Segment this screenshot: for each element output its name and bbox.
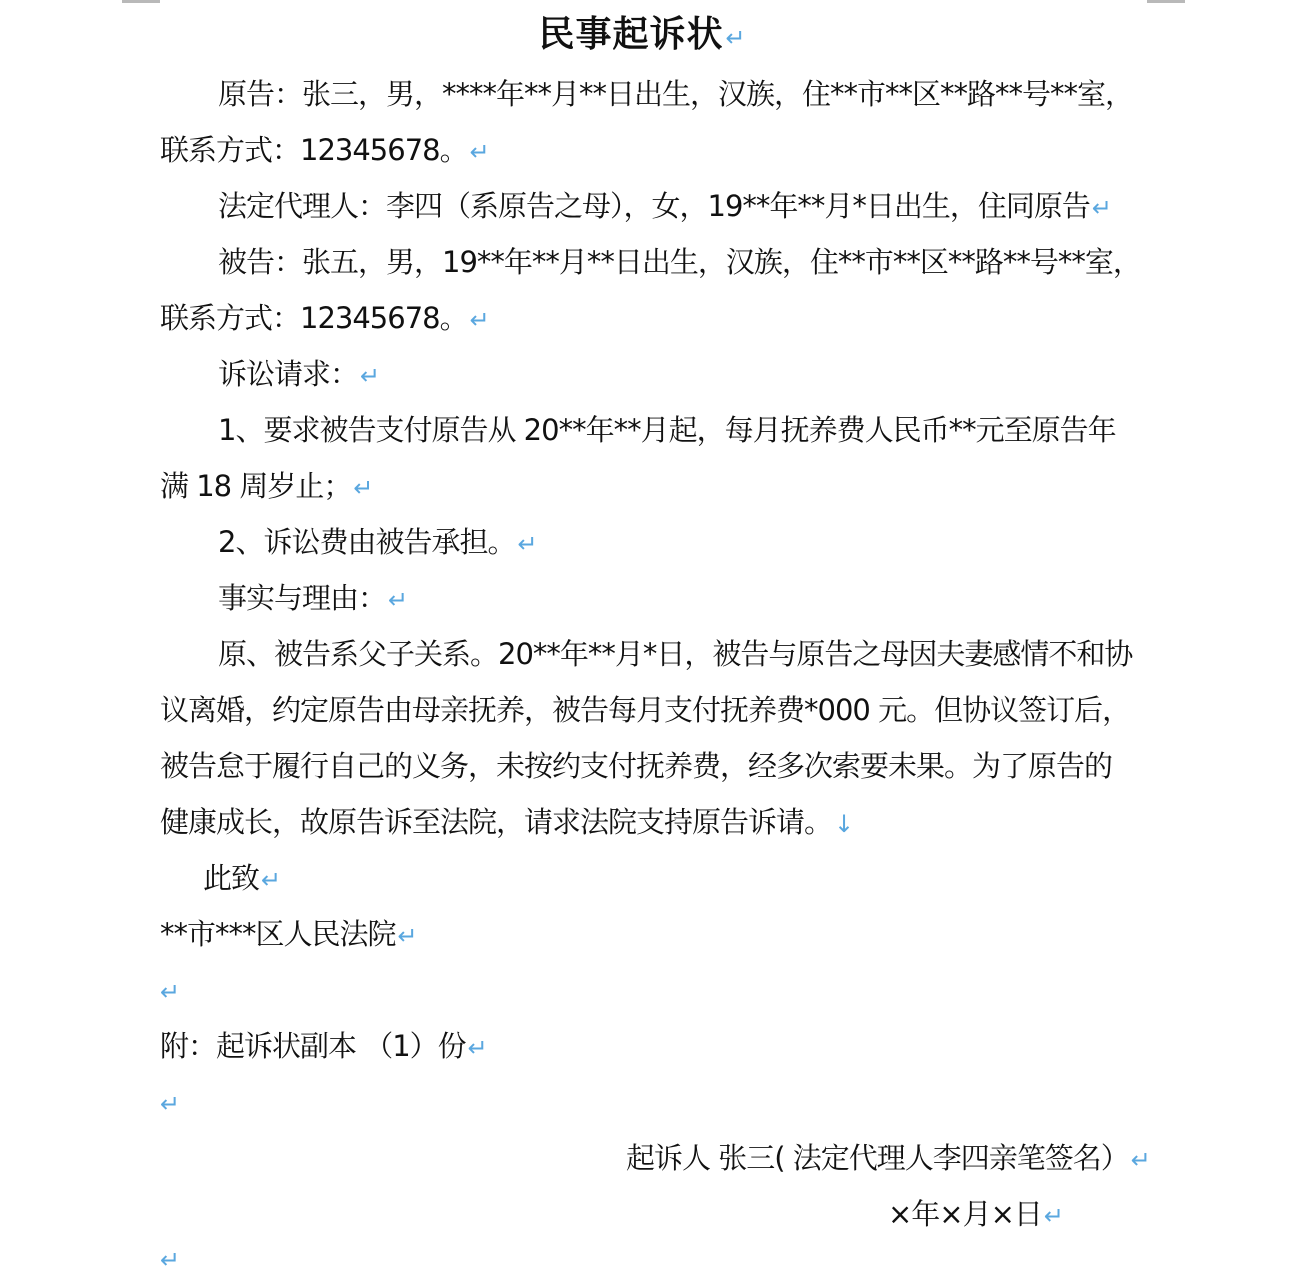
paragraph-mark-icon: ↵ xyxy=(388,586,408,614)
paragraph-mark-icon: ↵ xyxy=(160,978,180,1006)
paragraph-mark-icon: ↵ xyxy=(725,24,747,52)
facts-line-4: 健康成长，故原告诉至法院，请求法院支持原告诉请。 xyxy=(160,805,833,839)
facts-heading xyxy=(160,570,1125,628)
plaintiff-line-1: 原告：张三，男，****年**月**日出生，汉族，住**市**区**路**号**室， xyxy=(218,77,1134,111)
plaintiff-paragraph-cont xyxy=(160,122,1125,180)
salutation-text: 此致 xyxy=(203,861,260,895)
paragraph-mark-icon: ↵ xyxy=(1043,1202,1064,1230)
paragraph-mark-icon: ↵ xyxy=(160,1090,180,1118)
plaintiff-paragraph xyxy=(160,66,1134,122)
defendant-line-2: 联系方式：12345678。 xyxy=(160,301,468,335)
facts-line-1: 原、被告系父子关系。20**年**月*日，被告与原告之母因夫妻感情不和协 xyxy=(218,637,1133,671)
facts-paragraph-line-3 xyxy=(160,738,1125,794)
claims-heading xyxy=(160,346,1125,404)
signature-text: 起诉人 张三( 法定代理人李四亲笔签名） xyxy=(626,1141,1129,1175)
paragraph-mark-icon: ↵ xyxy=(1130,1146,1150,1174)
empty-paragraph xyxy=(160,1074,1125,1132)
claim-1-line-2: 满 18 周岁止； xyxy=(160,469,352,503)
paragraph-mark-icon: ↵ xyxy=(469,306,489,334)
claim-1-line-1: 1、要求被告支付原告从 20**年**月起，每月抚养费人民币**元至原告年 xyxy=(218,413,1116,447)
page-corner-mark-right xyxy=(1147,0,1185,3)
line-break-mark-icon: ↓ xyxy=(834,810,854,838)
attachment-paragraph xyxy=(160,1018,1125,1076)
defendant-line-1: 被告：张五，男，19**年**月**日出生，汉族，住**市**区**路**号**室， xyxy=(218,245,1141,279)
facts-heading-text: 事实与理由： xyxy=(218,581,387,615)
facts-line-3: 被告怠于履行自己的义务，未按约支付抚养费，经多次索要未果。为了原告的 xyxy=(160,749,1113,783)
empty-paragraph xyxy=(160,962,1125,1020)
document-title xyxy=(160,10,1125,63)
date-text: ×年×月×日 xyxy=(888,1197,1042,1231)
attachment-text: 附：起诉状副本 （1）份 xyxy=(160,1029,466,1063)
claims-heading-text: 诉讼请求： xyxy=(218,357,359,391)
defendant-paragraph-cont xyxy=(160,290,1125,348)
facts-line-2: 议离婚，约定原告由母亲抚养，被告每月支付抚养费*000 元。但协议签订后， xyxy=(160,693,1131,727)
plaintiff-line-2: 联系方式：12345678。 xyxy=(160,133,468,167)
salutation-paragraph xyxy=(160,850,1125,908)
paragraph-mark-icon: ↵ xyxy=(467,1034,487,1062)
paragraph-mark-icon: ↵ xyxy=(469,138,489,166)
court-text: **市***区人民法院 xyxy=(160,917,396,951)
title-text: 民事起诉状 xyxy=(538,14,724,55)
signature-line xyxy=(626,1130,1150,1188)
claim-1-paragraph xyxy=(160,402,1125,458)
facts-paragraph-line-2 xyxy=(160,682,1131,738)
paragraph-mark-icon: ↵ xyxy=(261,866,281,894)
claim-2-paragraph xyxy=(160,514,1125,572)
claim-1-paragraph-cont xyxy=(160,458,1125,516)
empty-paragraph xyxy=(160,1230,1125,1288)
paragraph-mark-icon: ↵ xyxy=(397,922,417,950)
paragraph-mark-icon: ↵ xyxy=(517,530,537,558)
page-corner-mark-left xyxy=(122,0,160,3)
facts-paragraph xyxy=(160,626,1133,682)
agent-line: 法定代理人：李四（系原告之母），女，19**年**月*日出生，住同原告 xyxy=(218,189,1090,223)
paragraph-mark-icon: ↵ xyxy=(1091,194,1112,222)
defendant-paragraph xyxy=(160,234,1141,290)
claim-2-line: 2、诉讼费由被告承担。 xyxy=(218,525,516,559)
agent-paragraph xyxy=(160,178,1125,236)
facts-paragraph-line-4 xyxy=(160,794,1125,852)
paragraph-mark-icon: ↵ xyxy=(160,1246,180,1274)
paragraph-mark-icon: ↵ xyxy=(360,362,380,390)
paragraph-mark-icon: ↵ xyxy=(353,474,373,502)
court-paragraph xyxy=(160,906,1125,964)
